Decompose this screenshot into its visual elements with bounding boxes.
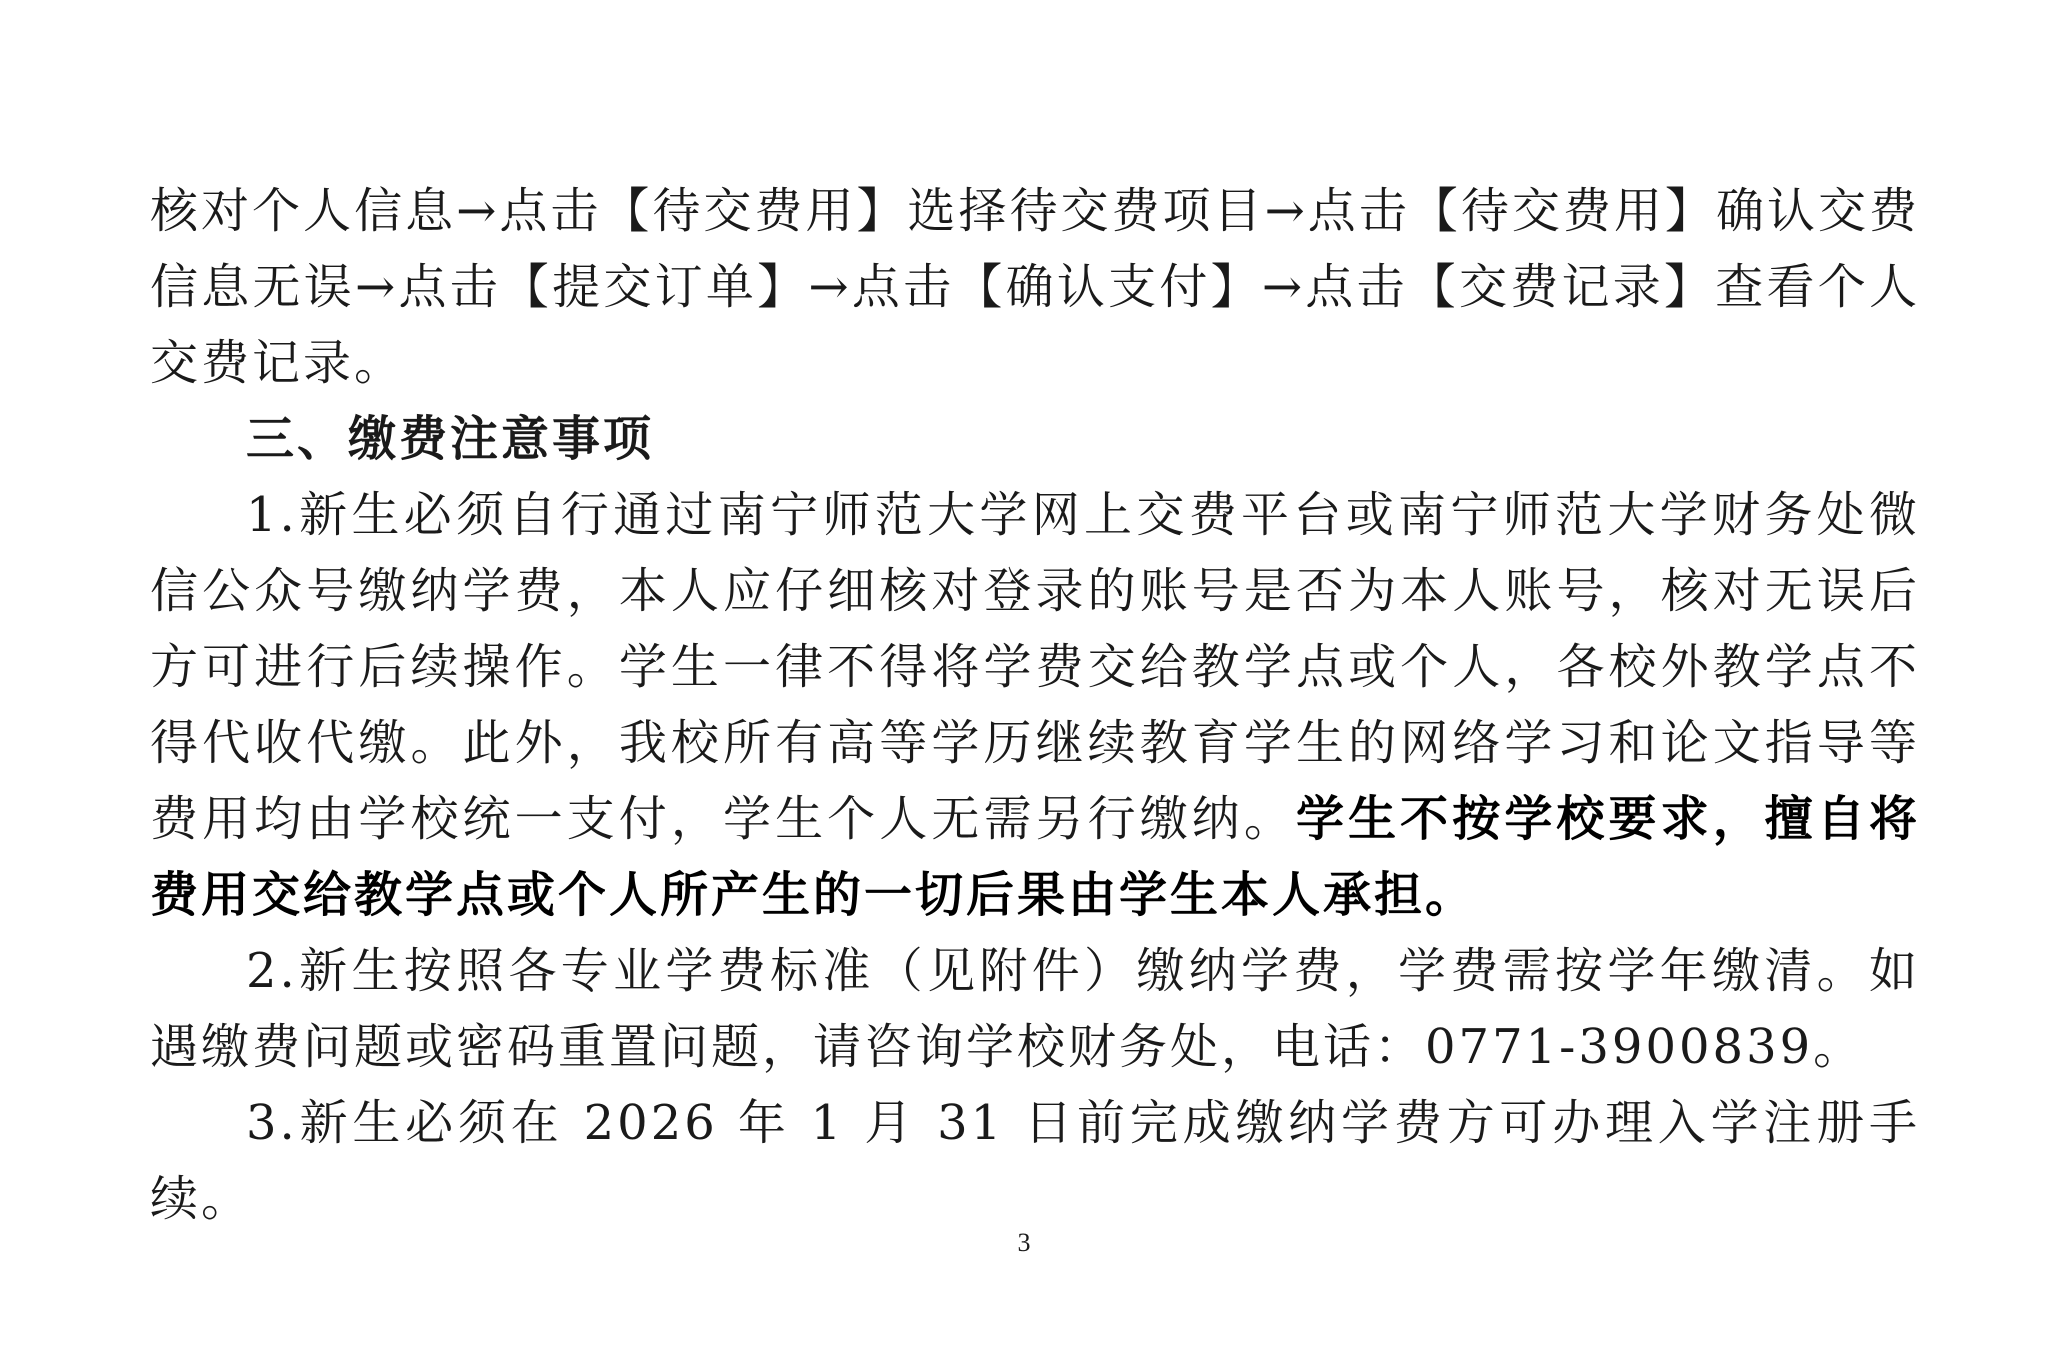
notice-item-2: 2.新生按照各专业学费标准（见附件）缴纳学费，学费需按学年缴清。如遇缴费问题或密码重置问题，请咨询学校财务处，电话：0771-3900839。 — [150, 943, 1920, 1075]
page-number: 3 — [1017, 1228, 1031, 1257]
document-body — [150, 173, 1920, 1237]
notice-item-1 — [150, 477, 1920, 933]
payment-steps-paragraph: 核对个人信息→点击【待交费用】选择待交费项目→点击【待交费用】确认交费信息无误→点击【提交订单】→点击【确认支付】→点击【交费记录】查看个人交费记录。 — [150, 183, 1920, 391]
notice-item-1-bold-warning: 学生不按学校要求，擅自将费用交给教学点或个人所产生的一切后果由学生本人承担。 — [150, 791, 1920, 923]
section-heading: 三、缴费注意事项 — [246, 411, 655, 467]
notice-item-1-text: 1.新生必须自行通过南宁师范大学网上交费平台或南宁师范大学财务处微信公众号缴纳学费，本人应仔细核对登录的账号是否为本人账号，核对无误后方可进行后续操作。学生一律不得将学费交给教学点或个人，各校外教学点不得代收代缴。此外，我校所有高等学历继续教育学生的网络学习和论文指导等费用均由学校统一支付，学生个人无需另行缴纳。 — [150, 487, 1920, 847]
notice-item-3: 3.新生必须在 2026 年 1 月 31 日前完成缴纳学费方可办理入学注册手续。 — [150, 1095, 1920, 1227]
